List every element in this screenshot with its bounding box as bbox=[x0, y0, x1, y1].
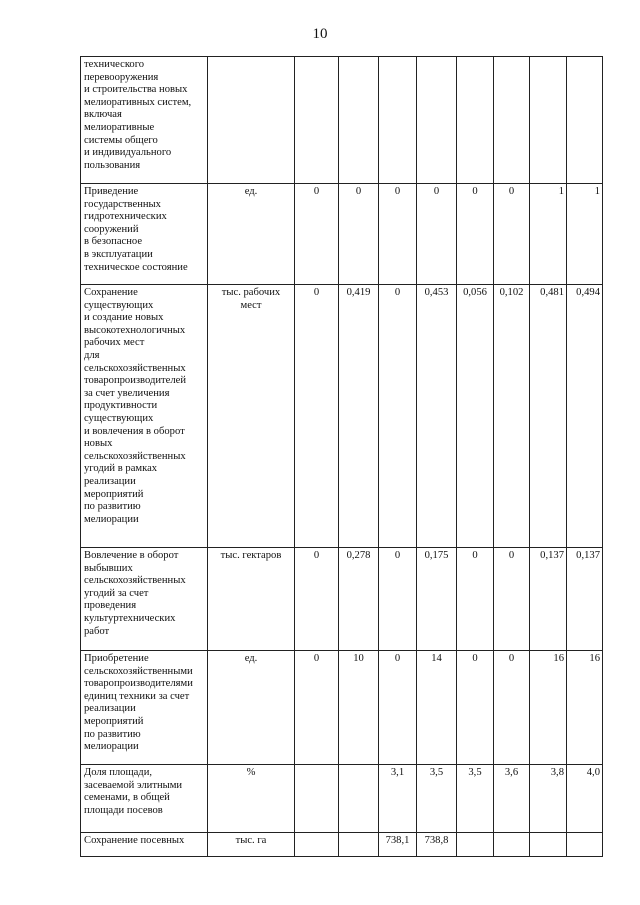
table-row bbox=[81, 57, 603, 184]
value-cell: 3,6 bbox=[494, 765, 530, 833]
value-cell bbox=[457, 833, 494, 857]
table-row bbox=[81, 184, 603, 285]
indicator-name-cell: Приобретение сельскохозяйственными товаропроизводителями единиц техники за счет реализации мероприятий по развитию мелиорации bbox=[81, 651, 208, 765]
value-cell: 14 bbox=[417, 651, 457, 765]
unit-cell: тыс. гектаров bbox=[208, 548, 295, 651]
value-cell: 738,8 bbox=[417, 833, 457, 857]
table-row bbox=[81, 833, 603, 857]
value-cell: 0,481 bbox=[530, 285, 567, 548]
table-row bbox=[81, 765, 603, 833]
value-cell bbox=[379, 57, 417, 184]
value-cell: 0 bbox=[379, 184, 417, 285]
value-cell bbox=[339, 833, 379, 857]
value-cell: 0,453 bbox=[417, 285, 457, 548]
indicators-table bbox=[80, 56, 603, 857]
table-row bbox=[81, 651, 603, 765]
value-cell: 16 bbox=[530, 651, 567, 765]
unit-cell: % bbox=[208, 765, 295, 833]
value-cell bbox=[530, 57, 567, 184]
value-cell: 0 bbox=[339, 184, 379, 285]
indicator-name-cell: Приведение государственных гидротехнических сооружений в безопасное в эксплуатации техническое состояние bbox=[81, 184, 208, 285]
value-cell: 0,419 bbox=[339, 285, 379, 548]
value-cell: 0,175 bbox=[417, 548, 457, 651]
value-cell: 1 bbox=[530, 184, 567, 285]
unit-cell: ед. bbox=[208, 184, 295, 285]
value-cell: 0 bbox=[379, 285, 417, 548]
unit-cell: тыс. рабочих мест bbox=[208, 285, 295, 548]
value-cell: 0 bbox=[494, 184, 530, 285]
unit-cell: тыс. га bbox=[208, 833, 295, 857]
value-cell: 0,278 bbox=[339, 548, 379, 651]
value-cell bbox=[339, 57, 379, 184]
value-cell: 16 bbox=[567, 651, 603, 765]
page-number: 10 bbox=[312, 26, 328, 42]
value-cell: 0 bbox=[295, 651, 339, 765]
indicator-name-cell: Вовлечение в оборот выбывших сельскохозяйственных угодий за счет проведения культуртехнических работ bbox=[81, 548, 208, 651]
indicator-name-cell: Сохранение существующих и создание новых высокотехнологичных рабочих мест для сельскохозяйственных товаропроизводителей за счет увеличения продуктивности существующих и вовлечения в оборот новых сельскохозяйственных угодий в рамках реализации мероприятий по развитию мелиорации bbox=[81, 285, 208, 548]
value-cell: 0 bbox=[457, 548, 494, 651]
value-cell: 3,8 bbox=[530, 765, 567, 833]
value-cell bbox=[530, 833, 567, 857]
value-cell: 0 bbox=[494, 651, 530, 765]
value-cell: 738,1 bbox=[379, 833, 417, 857]
indicator-name-cell: Доля площади, засеваемой элитными семенами, в общей площади посевов bbox=[81, 765, 208, 833]
value-cell: 0,137 bbox=[530, 548, 567, 651]
table-row bbox=[81, 548, 603, 651]
value-cell bbox=[295, 765, 339, 833]
value-cell: 3,1 bbox=[379, 765, 417, 833]
value-cell: 10 bbox=[339, 651, 379, 765]
value-cell bbox=[494, 57, 530, 184]
value-cell: 0 bbox=[457, 651, 494, 765]
value-cell: 0,056 bbox=[457, 285, 494, 548]
value-cell bbox=[417, 57, 457, 184]
value-cell: 0 bbox=[295, 548, 339, 651]
value-cell: 0,494 bbox=[567, 285, 603, 548]
value-cell bbox=[567, 833, 603, 857]
value-cell bbox=[339, 765, 379, 833]
value-cell: 0 bbox=[417, 184, 457, 285]
table-row bbox=[81, 285, 603, 548]
value-cell bbox=[295, 57, 339, 184]
unit-cell: ед. bbox=[208, 651, 295, 765]
value-cell: 3,5 bbox=[457, 765, 494, 833]
value-cell: 0,137 bbox=[567, 548, 603, 651]
value-cell: 1 bbox=[567, 184, 603, 285]
unit-cell bbox=[208, 57, 295, 184]
value-cell: 0 bbox=[295, 184, 339, 285]
indicator-name-cell: Сохранение посевных bbox=[81, 833, 208, 857]
value-cell bbox=[567, 57, 603, 184]
value-cell bbox=[295, 833, 339, 857]
value-cell: 0 bbox=[494, 548, 530, 651]
value-cell bbox=[457, 57, 494, 184]
value-cell: 4,0 bbox=[567, 765, 603, 833]
value-cell: 3,5 bbox=[417, 765, 457, 833]
value-cell: 0 bbox=[379, 651, 417, 765]
value-cell: 0 bbox=[457, 184, 494, 285]
value-cell: 0 bbox=[379, 548, 417, 651]
value-cell: 0,102 bbox=[494, 285, 530, 548]
indicator-name-cell: технического перевооружения и строительства новых мелиоративных систем, включая мелиоративные системы общего и индивидуального пользования bbox=[81, 57, 208, 184]
value-cell bbox=[494, 833, 530, 857]
value-cell: 0 bbox=[295, 285, 339, 548]
